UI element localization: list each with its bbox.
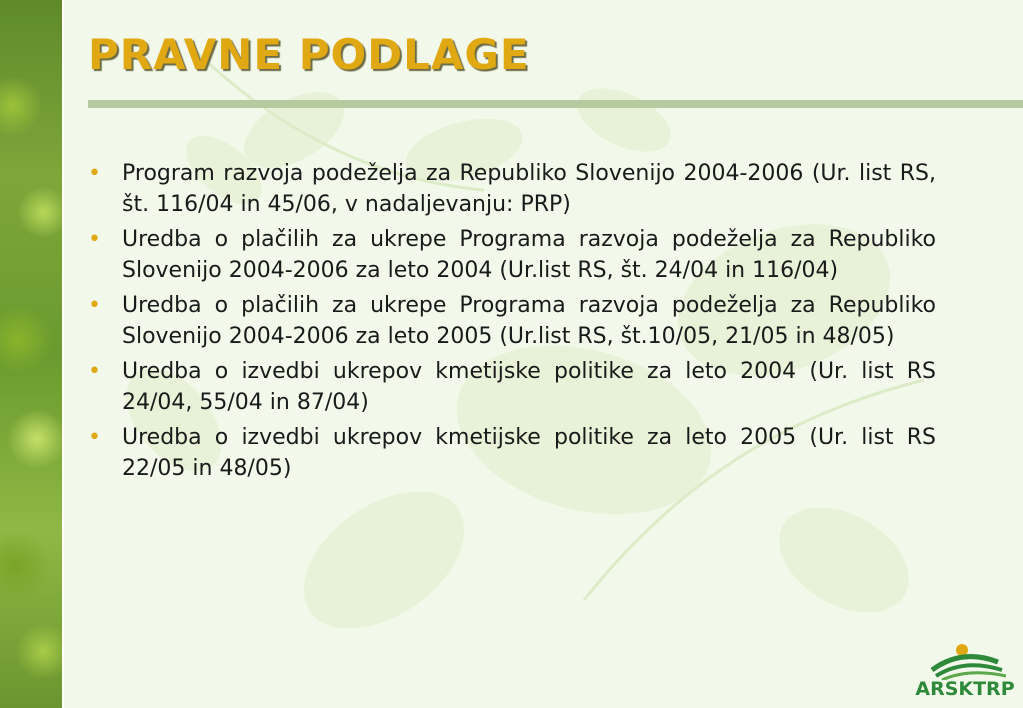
bullet-item (88, 158, 936, 220)
title-divider (88, 100, 1023, 108)
arsktrp-logo (912, 640, 1018, 704)
bullet-item (88, 422, 936, 484)
bullet-icon: • (88, 359, 101, 384)
bullet-text: Uredba o plačilih za ukrepe Programa razvoja podeželja za Republiko Slovenijo 2004-2006 za leto 2004 (Ur.list RS, št. 24/04 in 116/04) (122, 227, 936, 283)
bullet-text: Program razvoja podeželja za Republiko Slovenijo 2004-2006 (Ur. list RS, št. 116/04 in 45/06, v nadaljevanju: PRP) (122, 161, 936, 217)
bullet-item (88, 224, 936, 286)
bullet-icon: • (88, 425, 101, 450)
bullet-icon: • (88, 227, 101, 252)
bullet-item (88, 356, 936, 418)
bullet-text: Uredba o izvedbi ukrepov kmetijske politike za leto 2005 (Ur. list RS 22/05 in 48/05) (122, 425, 936, 481)
bullet-list (88, 158, 936, 488)
slide-title: PRAVNE PODLAGE (88, 30, 530, 79)
logo-text: ARSKTRP (915, 678, 1015, 700)
bullet-text: Uredba o izvedbi ukrepov kmetijske politike za leto 2004 (Ur. list RS 24/04, 55/04 in 87/04) (122, 359, 936, 415)
decorative-foliage-strip (0, 0, 62, 708)
bullet-icon: • (88, 293, 101, 318)
bullet-item (88, 290, 936, 352)
bullet-text: Uredba o plačilih za ukrepe Programa razvoja podeželja za Republiko Slovenijo 2004-2006 za leto 2005 (Ur.list RS, št.10/05, 21/05 in 48/05) (122, 293, 936, 349)
bullet-icon: • (88, 161, 101, 186)
logo-mark-icon (912, 640, 1018, 680)
